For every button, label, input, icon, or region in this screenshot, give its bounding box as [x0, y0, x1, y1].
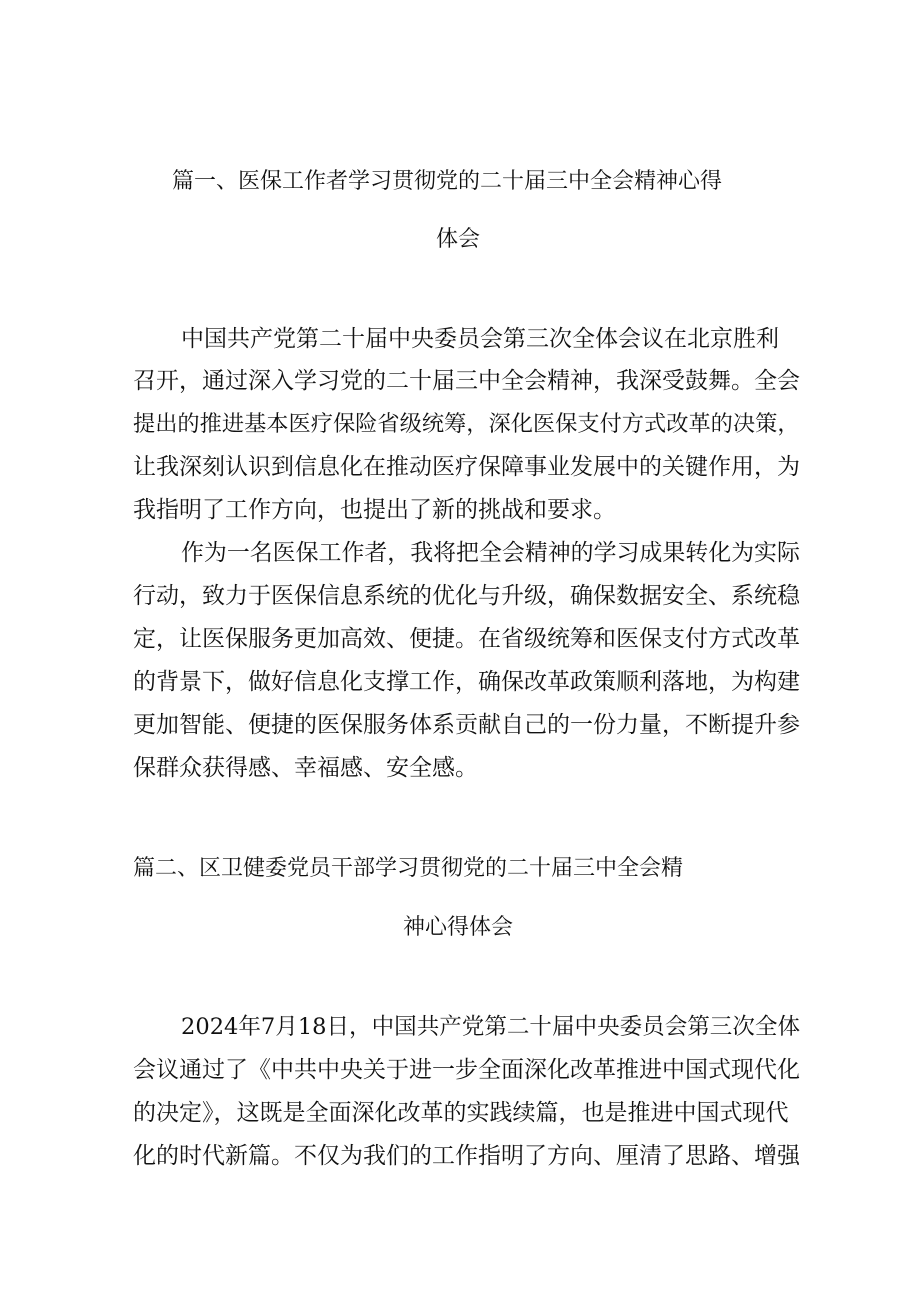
section1-title-line1: 篇一、医保工作者学习贯彻党的二十届三中全会精神心得 — [172, 169, 723, 194]
section1-p1-line2: 召开，通过深入学习党的二十届三中全会精神，我深受鼓舞。全会 — [133, 368, 800, 394]
section1-p2-line6: 保群众获得感、幸福感、安全感。 — [133, 755, 478, 781]
section1-p1-line4: 让我深刻认识到信息化在推动医疗保障事业发展中的关键作用，为 — [133, 454, 800, 480]
section2-p1-line1: 2024年7月18日，中国共产党第二十届中央委员会第三次全体 — [181, 1014, 800, 1040]
section1-p2-line4: 的背景下，做好信息化支撑工作，确保改革政策顺利落地，为构建 — [133, 669, 800, 695]
section2-title-line1: 篇二、区卫健委党员干部学习贯彻党的二十届三中全会精 — [133, 856, 684, 881]
section2-p1-line4: 化的时代新篇。不仅为我们的工作指明了方向、厘清了思路、增强 — [133, 1143, 800, 1169]
section1-p2-line5: 更加智能、便捷的医保服务体系贡献自己的一份力量，不断提升参 — [133, 712, 800, 738]
section1-p1-line1: 中国共产党第二十届中央委员会第三次全体会议在北京胜利 — [181, 326, 779, 352]
section2-p1-line3: 的决定》，这既是全面深化改革的实践续篇，也是推进中国式现代 — [133, 1100, 789, 1126]
section2-p1-line2: 会议通过了《中共中央关于进一步全面深化改革推进中国式现代化 — [133, 1057, 800, 1083]
section1-p2-line3: 定，让医保服务更加高效、便捷。在省级统筹和医保支付方式改革 — [133, 626, 800, 652]
section2-title-line2: 神心得体会 — [403, 915, 514, 940]
section1-title-line2: 体会 — [436, 227, 481, 252]
section1-p2-line2: 行动，致力于医保信息系统的优化与升级，确保数据安全、系统稳 — [133, 583, 800, 609]
section1-p1-line3: 提出的推进基本医疗保险省级统筹，深化医保支付方式改革的决策， — [133, 411, 800, 437]
section1-p2-line1: 作为一名医保工作者，我将把全会精神的学习成果转化为实际 — [181, 540, 800, 566]
section1-p1-line5: 我指明了工作方向，也提出了新的挑战和要求。 — [133, 497, 616, 523]
